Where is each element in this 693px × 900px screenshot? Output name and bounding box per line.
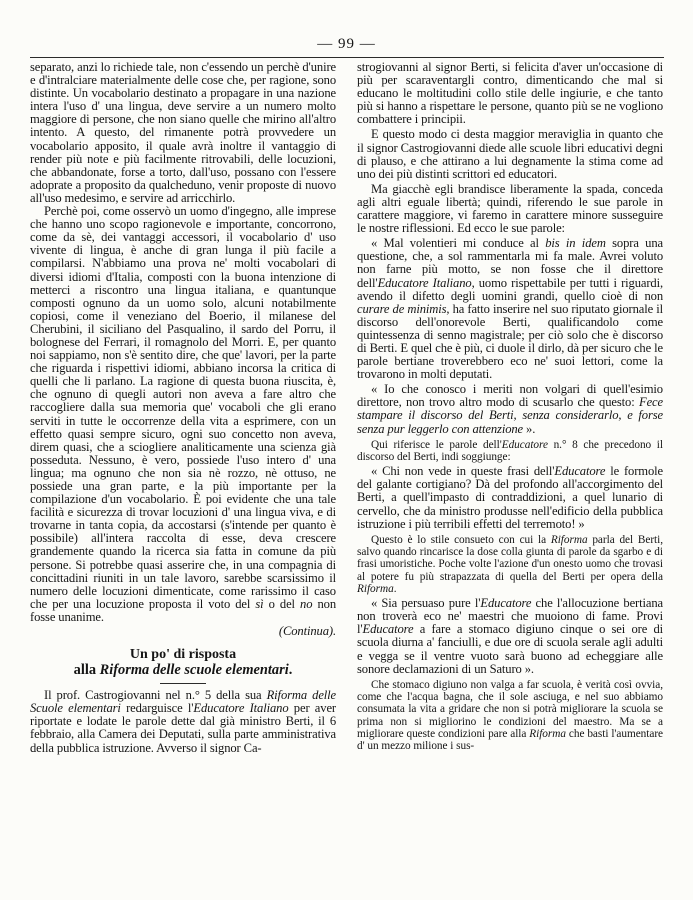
text-run: sopra una questione, che, a sol rammentarla mi fa male. Avrei voluto non farne più motto, se non fosse che il direttore dell'	[357, 236, 663, 290]
continuation-paragraph	[30, 61, 336, 205]
section-title-line-2	[30, 662, 336, 678]
text-run: Che stomaco digiuno non valga a far scuola, è verità così ovvia, come che l'acqua bagna, che il sole asciuga, e nel suo abbiamo consumata la vita a gridare che non si potrà migliorare la scuola se prima non si migliorino le condizioni del maestro. Ma se a migliorare queste condizioni pare alla	[357, 678, 663, 740]
right-column	[357, 61, 663, 892]
text-run: .	[393, 582, 397, 595]
italic-text: Educatore	[554, 464, 606, 479]
text-run: per aver riportate e lodate le parole dette dal già ministro Berti, il 6 febbraio, alla Camera dei Deputati, sulla parte amministrativa della pubblica istruzione. Avverso il signor Ca-	[30, 701, 336, 755]
page-number: — 99 —	[317, 36, 376, 52]
text-run: Ma giacchè egli brandisce liberamente la spada, conceda agli altri eguale libertà; quindi, riferendo le sue parole in carattere maggiore, vi faremo in carattere minore susseguire le nostre riflessioni. Ed ecco le sue parole:	[357, 181, 663, 236]
quote-paragraph	[357, 465, 663, 530]
header-rule	[30, 57, 664, 58]
quote-paragraph	[357, 383, 663, 435]
italic-text: curare de minimis	[357, 301, 447, 316]
text-run: Qui riferisce le parole dell'	[371, 438, 502, 451]
italic-text: Educatore	[480, 596, 532, 611]
italic-text: bis in idem	[545, 236, 606, 251]
text-run: separato, anzi lo richiede tale, non c'essendo un perchè d'unire e d'intralciare materialmente delle cose che, per ragione, sono distinte. Un vocabolario destinato a propagare in una nazione intera l'uso d' una lingua, deve servire a un numero molto maggiore di persone, che non siano quelle che mirino all'altro intento. A questo, del rimanente potrà provvedere un vocabolario apposito, il quale avrà inoltre il vantaggio di render più note e più facilmente ritrovabili, delle locuzioni, che abbandonate, forse a torto, dall'uso, possano con l'essere adoprate a proposito da qualcheduno, venir proposte di nuovo all'uso medesimo, e servire ad arricchirlo.	[30, 61, 336, 205]
text-run: strogiovanni al signor Berti, si felicita d'aver un'occasione di più per scaraventargli contro, dimenticando che mal si educano le moltitudini collo stile delle ingiurie, e che tanto più si hanno a rispettare le persone, quanto più se ne vogliono combattere i principii.	[357, 61, 663, 127]
text-run: E questo modo ci desta maggior meraviglia in quanto che il signor Castrogiovanni diede alle scuole libri educativi degni di plauso, e che attirano a lui degnamente la stima come ad uno dei più distinti scrittori ed educatori.	[357, 127, 663, 181]
text-run: o del	[263, 596, 301, 611]
text-run: Perchè poi, come osservò un uomo d'ingegno, alle imprese che hanno uno scopo ragionevole e importante, concorrono, come da sè, dei vantaggi accessori, il vocabolario d' uso vivente di lingua, è anche di gran lunga il più facile a compilarsi. N'abbiamo una prova ne' molti vocabolari di diversi idiomi d'Italia, composti con la buona intenzione di metterci a riscontro una lingua italiana, e quantunque composti ognuno da un uomo solo, alcuni notabilmente copiosi, come il veneziano del Boerio, il milanese del Cherubini, il siciliano del Pasqualino, il sardo del Porru, il bolognese del Ferrari, il romagnolo del Morri. E, per quanto noi sappiamo, non s'è sentito dire, che que' lavori, per la parte che riguarda i rispettivi idiomi, abbiano incorsa la critica di quelli che li parlano. La ragione di questa buona riuscita, è, che ognuno di quegli autori non aveva a fare altro che raccogliere dalla sua memoria que' vocaboli che gli erano serviti in tutte le occorrenze della vita a esprimere, con un effetto quasi sempre sicuro, ogni suo concetto non aveva, direm quasi, che a sciogliere analiticamente una scienza già posseduta. Nessuno, è vero, possiede l'uso intero d' una lingua; ma ognuno che non sia nè rozzo, nè ottuso, ne possiede una gran parte, e la più importante per la compilazione d'un vocabolario. È poi evidente che una tale facilità e sicurezza di trovar locuzioni d' una lingua viva, e di trovarne in tanta copia, da accostarsi (s'intende per quanto è possibile) all'intera raccolta di esse, deva crescere grandemente quando la ricerca sia fatta in comune da più persone. Si potrebbe quasi asserire che, in una compagnia di concittadini riuniti in un tale lavoro, sarebbe scarsissimo il numero delle locuzioni dimenticate, come rarissimo il caso che per una locuzione proposta il voto del	[30, 204, 336, 611]
bold-text: .	[288, 662, 293, 679]
italic-text: Riforma delle Scuole elementari	[30, 688, 336, 716]
bold-text: alla	[73, 662, 100, 679]
bold-italic-text: Riforma delle scuole elementari	[99, 662, 289, 679]
text-run: a fare a stomaco digiuno cinque o sei ore di scuola diurna a' fanciulli, e due ore di scuola serale agli adulti e vegga se il ventre vuoto sarà buono ad echeggiare alle sonore declamazioni di un Saturo ».	[357, 622, 663, 676]
text-run: Il prof. Castrogiovanni nel n.° 5 della sua	[44, 688, 267, 703]
text-run: Questo è lo stile consueto con cui la	[371, 533, 551, 546]
note-paragraph	[357, 439, 663, 464]
text-run: « Io che conosco i meriti non volgari di quell'esimio direttore, non trovo altro modo di scusarlo che questo:	[357, 382, 663, 410]
italic-text: Riforma	[357, 582, 394, 595]
text-run: « Mal volentieri mi conduce al	[371, 236, 546, 251]
text-run: che l'allocuzione bertiana non troverà eco ne' maestri che muoiono di fame. Provi l'	[357, 596, 663, 637]
continuation-paragraph	[357, 61, 663, 126]
left-column	[30, 61, 336, 892]
note-paragraph	[357, 679, 663, 753]
italic-text: sì	[255, 596, 264, 611]
paragraph	[30, 689, 336, 754]
italic-text: Educatore Italiano	[377, 275, 472, 290]
text-run: ».	[523, 421, 536, 436]
text-run: n.° 8 che precedono il discorso del Berti, indi soggiunge:	[357, 438, 663, 463]
quote-paragraph	[357, 237, 663, 381]
text-run: le formole del galante cortigiano? Dà del profondo all'accorgimento del Berti, a quell'impasto di contraddizioni, a quel lunario di cervello, che da ministro produsse nell'edificio della pubblica istruzione i più terribili effetti del terremoto! »	[357, 464, 663, 531]
note-paragraph	[357, 534, 663, 595]
text-run: che basti l'aumentare d' un mezzo milione i sus-	[357, 727, 663, 753]
italic-text: Riforma	[529, 727, 566, 740]
italic-text: Educatore	[362, 622, 414, 637]
italic-text: no	[300, 596, 313, 611]
text-run: , ha fatto inserire nel suo riputato giornale il discorso dell'onorevole Berti, qualificandolo come quintessenza di senno magistrale; per ciò solo che è discorso di Berti. E quel che è più, ci duole il dirlo, dà per sicuro che le parole bertiane troverebbero eco ne' suoi lettori, come la trovarono in molti deputati.	[357, 301, 663, 382]
paragraph	[357, 128, 663, 180]
paragraph	[30, 205, 336, 624]
text-run: non fosse unanime.	[30, 596, 336, 624]
italic-text: Fece stampare il discorso del Berti, senza considerarlo, e forse senza pur leggerlo con attenzione	[357, 395, 663, 436]
section-title-line-1	[30, 647, 336, 662]
italic-text: Riforma	[550, 533, 588, 546]
text-run: « Chi non vede in queste frasi dell'	[371, 464, 555, 479]
text-run: redarguisce l'	[120, 701, 194, 716]
section-title	[30, 647, 336, 678]
quote-paragraph	[357, 597, 663, 676]
italic-text: Educatore	[501, 438, 548, 451]
section-rule	[160, 683, 206, 684]
continua-note: (Continua).	[278, 624, 336, 639]
bold-text: Un po' di risposta	[129, 647, 237, 663]
text-run: « Sia persuaso pure l'	[371, 596, 481, 611]
paragraph	[357, 183, 663, 235]
text-run: parla del Berti, salvo quando rincarisce la dose colla giunta di parole da sgarbo e di frasi umoristiche. Poche volte l'azione d'un onesto uomo che trovasi al potere fu più strapazzata di quella del Berti per opera della	[357, 533, 663, 583]
text-run: , uomo rispettabile per tutti i riguardi, avendo il difetto degli uomini grandi, quello cioè di non	[357, 275, 663, 303]
italic-text: Educatore Italiano	[193, 701, 289, 716]
